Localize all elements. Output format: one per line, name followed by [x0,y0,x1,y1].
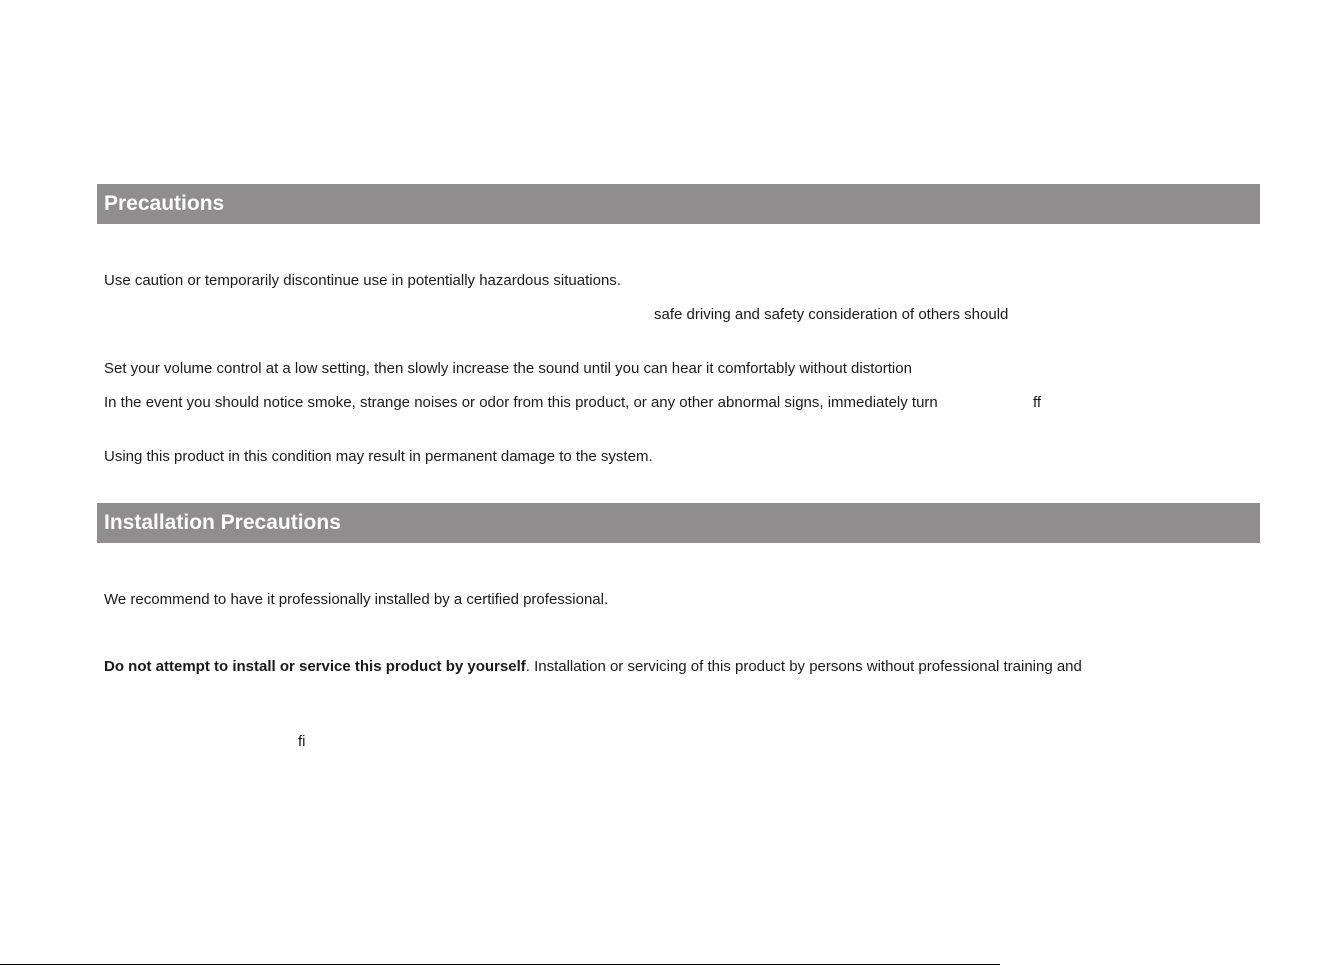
bottom-divider [0,964,1000,965]
installation-fragment: fi [298,733,306,750]
installation-warning-line [104,657,1082,677]
installation-warning-bold: Do not attempt to install or service this product by yourself [104,658,526,675]
installation-warning-rest: . Installation or servicing of this product by persons without professional training and [525,658,1082,675]
precautions-title: Precautions [104,192,225,215]
installation-recommend-line: We recommend to have it professionally installed by a certified professional. [104,591,609,608]
precaution-line-1: Use caution or temporarily discontinue use in potentially hazardous situations. [104,272,621,289]
installation-title: Installation Precautions [104,511,341,534]
precaution-line-4-fragment: ff [1033,394,1042,411]
precautions-header [97,184,1260,224]
precaution-line-5: Using this product in this condition may result in permanent damage to the system. [104,448,653,465]
precaution-line-3: Set your volume control at a low setting, then slowly increase the sound until you can hear it comfortably without distortion [104,360,912,377]
precaution-line-2: safe driving and safety consideration of others should [654,306,1009,323]
precaution-line-4: In the event you should notice smoke, strange noises or odor from this product, or any other abnormal signs, immediately turn [104,394,938,411]
installation-header [97,503,1260,543]
